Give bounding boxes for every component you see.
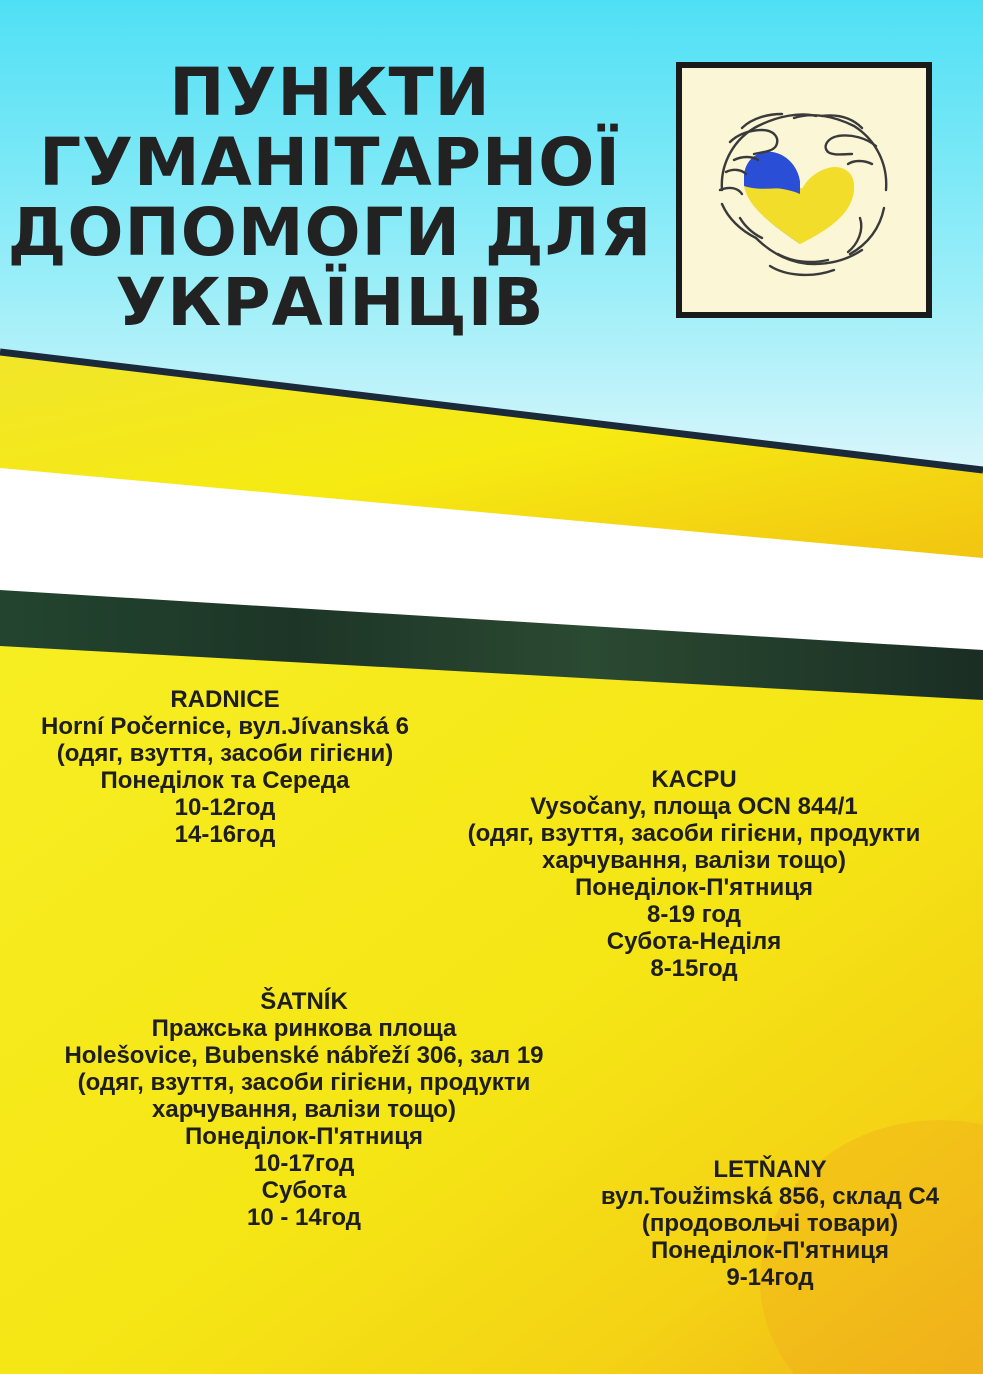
poster-title [0,54,660,341]
title-line: ГУМАНІТАРНОЇ [39,124,621,201]
logo-frame [676,62,932,318]
hands-holding-heart-icon [682,68,926,312]
location-name: ŠATNÍK [260,988,348,1015]
location-line: Понеділок-П'ятниця [651,1237,889,1264]
location-line: Понеділок та Середа [100,767,350,794]
location-line: Horní Počernice, вул.Jívanská 6 [41,713,409,740]
location-line: Понеділок-П'ятниця [185,1123,423,1150]
location-line: Holešovice, Bubenské nábřeží 306, зал 19 [64,1042,544,1069]
location-letnany [560,1156,980,1291]
location-line: Vysočany, площа OCN 844/1 [530,793,858,820]
location-line: 8-15год [650,955,738,982]
location-name: LETŇANY [713,1156,827,1183]
location-line: Субота [261,1177,347,1204]
location-line: 14-16год [174,821,276,848]
location-kacpu [405,766,983,982]
location-line: харчування, валізи тощо) [542,847,846,874]
location-line: 10-12год [174,794,276,821]
location-line: 10 - 14год [247,1204,361,1231]
location-satnik [0,988,608,1231]
location-line: Субота-Неділя [606,928,782,955]
location-line: (одяг, взуття, засоби гігієни, продукти [467,820,921,847]
location-radnice [0,686,450,848]
title-line: ПУНКТИ [169,54,491,131]
location-line: Пражська ринкова площа [151,1015,457,1042]
location-line: (одяг, взуття, засоби гігієни) [56,740,394,767]
location-name: KACPU [651,766,737,793]
location-line: вул.Toužimská 856, склад C4 [600,1183,940,1210]
title-line: ДОПОМОГИ ДЛЯ [7,194,653,271]
location-line: (одяг, взуття, засоби гігієни, продукти [77,1069,531,1096]
location-line: 9-14год [726,1264,814,1291]
location-name: RADNICE [170,686,280,713]
location-line: 8-19 год [647,901,741,928]
location-line: 10-17год [253,1150,355,1177]
location-line: Понеділок-П'ятниця [575,874,813,901]
location-line: (продовольчі товари) [641,1210,899,1237]
location-line: харчування, валізи тощо) [152,1096,456,1123]
title-line: УКРАЇНЦІВ [115,264,545,341]
